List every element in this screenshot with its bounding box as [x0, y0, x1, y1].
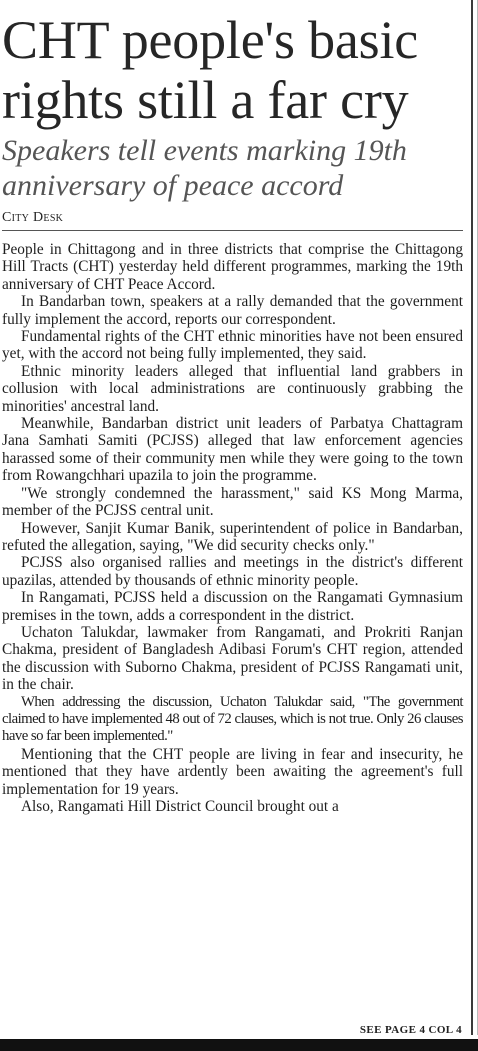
- paragraph: Uchaton Talukdar, lawmaker from Rangamati, and Prokriti Ranjan Chakma, president of Bangladesh Adibasi Forum's CHT region, attended the discussion with Suborno Chakma, president of PCJSS Rangamati unit, in the chair.: [2, 623, 463, 694]
- paragraph: PCJSS also organised rallies and meetings in the district's different upazilas, attended by thousands of ethnic minority people.: [2, 554, 463, 589]
- column-rule: [471, 0, 473, 1035]
- paragraph: However, Sanjit Kumar Banik, superintendent of police in Bandarban, refuted the allegation, saying, "We did security checks only.": [2, 519, 463, 554]
- headline: CHT people's basic rights still a far cry: [2, 10, 419, 130]
- subheadline: Speakers tell events marking 19th anniversary of peace accord: [2, 134, 407, 202]
- paragraph: Also, Rangamati Hill District Council brought out a: [21, 798, 339, 815]
- paragraph: Fundamental rights of the CHT ethnic minorities have not been ensured yet, with the accord not being fully implemented, they said.: [2, 328, 463, 363]
- paragraph: "We strongly condemned the harassment," said KS Mong Marma, member of the PCJSS central unit.: [2, 484, 463, 520]
- article-body: [2, 241, 463, 815]
- bottom-border: [0, 1039, 478, 1051]
- byline-desk: City Desk: [2, 210, 463, 231]
- paragraph: Mentioning that the CHT people are living in fear and insecurity, he mentioned that they have ardently been awaiting the agreement's full implementation for 19 years.: [2, 745, 463, 798]
- continuation-note: SEE PAGE 4 COL 4: [359, 1024, 462, 1036]
- paragraph: Meanwhile, Bandarban district unit leaders of Parbatya Chattagram Jana Samhati Samiti (PCJSS) alleged that law enforcement agencies harassed some of their community men while they were going to the town from Rowangchhari upazila to join the programme.: [2, 415, 463, 485]
- paragraph: In Bandarban town, speakers at a rally demanded that the government fully implement the accord, reports our correspondent.: [2, 293, 463, 328]
- paragraph: When addressing the discussion, Uchaton Talukdar said, "The government claimed to have implemented 48 out of 72 clauses, which is not true. Only 26 clauses have so far been implemented.": [2, 693, 463, 745]
- article: [2, 0, 463, 815]
- paragraph: In Rangamati, PCJSS held a discussion on the Rangamati Gymnasium premises in the town, adds a correspondent in the district.: [2, 589, 463, 624]
- paragraph: Ethnic minority leaders alleged that influential land grabbers in collusion with local administrations are continuously grabbing the minorities' ancestral land.: [2, 362, 463, 415]
- paragraph: People in Chittagong and in three districts that comprise the Chittagong Hill Tracts (CHT) yesterday held different programmes, marking the 19th anniversary of CHT Peace Accord.: [2, 241, 463, 293]
